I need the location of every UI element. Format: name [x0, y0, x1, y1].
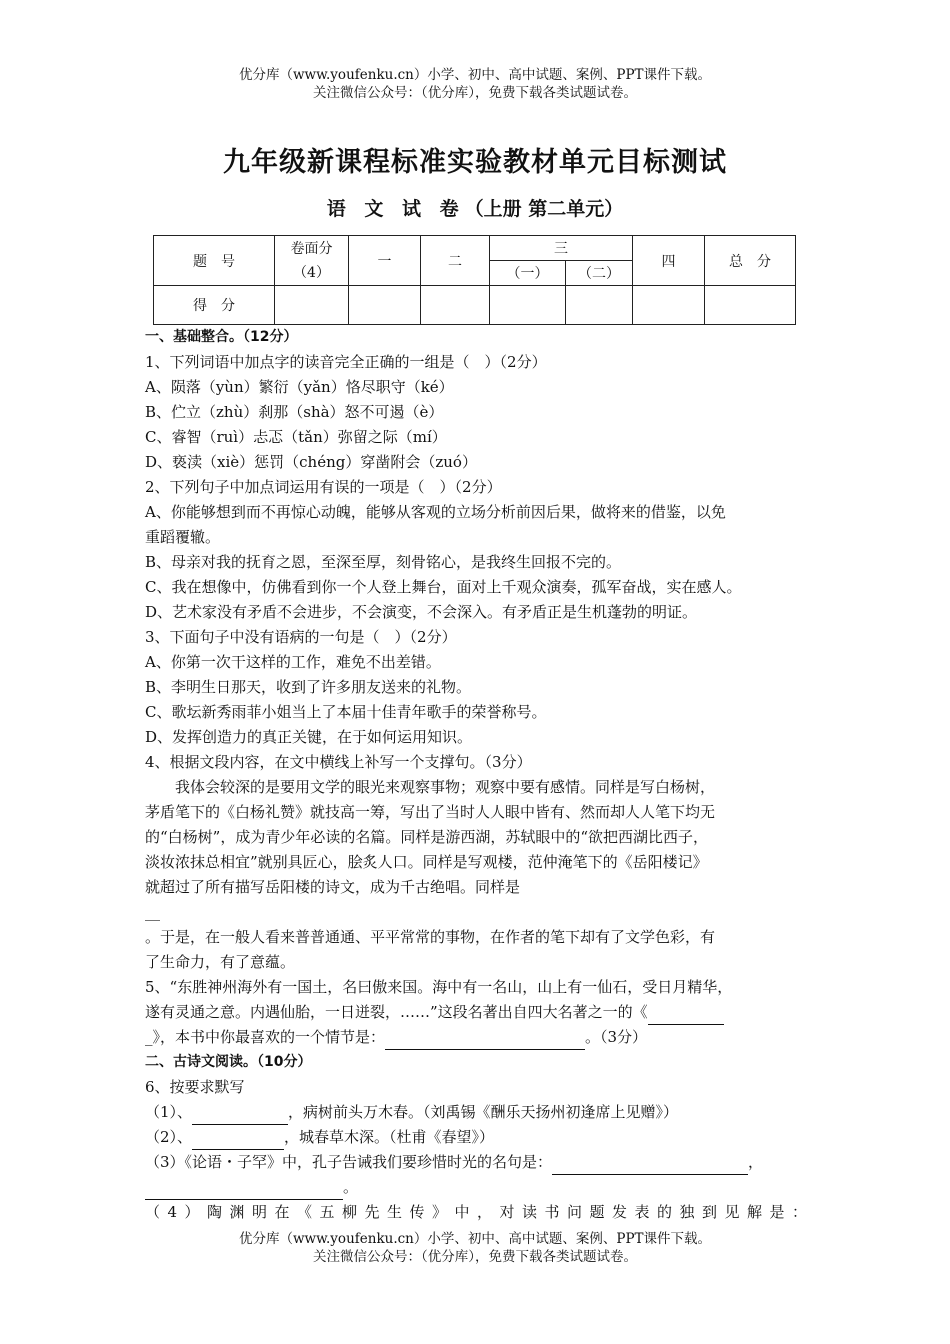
section-1-title: 一、基础整合。（12分）	[145, 329, 298, 345]
q4-passage-line2: 茅盾笔下的《白杨礼赞》就技高一筹，写出了当时人人眼中皆有、然而却人人笔下均无	[145, 803, 716, 821]
q5-line3-text: _》，本书中你最喜欢的一个情节是：	[145, 1028, 386, 1046]
col-page-score	[275, 236, 349, 286]
page-title: 九年级新课程标准实验教材单元目标测试	[223, 147, 727, 178]
q6-item-2-blank[interactable]	[192, 1133, 284, 1150]
q5-plot-blank[interactable]	[385, 1033, 585, 1050]
q4-passage-line3: 的“白杨树”，成为青少年必读的名篇。同样是游西湖，苏轼眼中的“欲把西湖比西子，	[145, 828, 709, 846]
page-subtitle	[0, 194, 950, 221]
q6-item-1-blank[interactable]	[192, 1108, 288, 1125]
q3-option-a: A、你第一次干这样的工作，难免不出差错。	[145, 653, 441, 671]
header-line-2: 关注微信公众号：（优分库），免费下载各类试题试卷。	[313, 85, 637, 101]
q6-item-3-blank-2[interactable]	[145, 1183, 343, 1200]
q4-passage-line4: 淡妆浓抹总相宜”就别具匠心，脍炙人口。同样是写观楼，范仲淹笔下的《岳阳楼记》	[145, 853, 708, 871]
subtitle-sub: （上册 第二单元）	[464, 198, 624, 220]
q3-stem: 3、下面句子中没有语病的一句是（ ）（2分）	[145, 628, 457, 646]
score-table	[153, 235, 796, 325]
q2-option-b: B、母亲对我的抚育之恩，至深至厚，刻骨铭心，是我终生回报不完的。	[145, 553, 622, 571]
col-part-3: 三	[490, 236, 633, 261]
q6-item-3	[145, 1150, 813, 1175]
q2-stem: 2、下列句子中加点词运用有误的一项是（ ）（2分）	[145, 478, 502, 496]
footer-line-2: 关注微信公众号：（优分库），免费下载各类试题试卷。	[313, 1249, 637, 1265]
col-page-score-label: 卷面分	[290, 240, 333, 257]
q1-option-d: D、亵渎（xiè）惩罚（chéng）穿凿附会（zuó）	[145, 453, 477, 471]
q2-option-d: D、艺术家没有矛盾不会进步，不会演变，不会深入。有矛盾正是生机蓬勃的明证。	[145, 603, 698, 621]
header-line-1: 优分库（www.youfenku.cn）小学、初中、高中试题、案例、PPT课件下载。	[238, 67, 712, 83]
exam-body	[145, 325, 813, 1225]
q6-item-1-num: （1）、	[145, 1103, 193, 1121]
col-part-3a: （一）	[490, 261, 566, 286]
q4-passage-line5: 就超过了所有描写岳阳楼的诗文，成为千古绝唱。同样是	[145, 878, 521, 896]
section-2-title: 二、古诗文阅读。（10分）	[145, 1054, 312, 1070]
q1-option-a: A、陨落（yùn）繁衍（yǎn）恪尽职守（ké）	[145, 378, 454, 396]
q5-line3-end: 。（3分）	[585, 1028, 648, 1046]
col-total: 总 分	[705, 236, 796, 286]
row-label-question-number: 题 号	[154, 236, 275, 286]
col-part-3b: （二）	[566, 261, 633, 286]
q4-stem: 4、根据文段内容，在文中横线上补写一个支撑句。（3分）	[145, 753, 532, 771]
col-part-1: 一	[349, 236, 421, 286]
q6-stem: 6、按要求默写	[145, 1078, 245, 1096]
page-footer	[0, 1230, 950, 1266]
q2-option-a-line1: A、你能够想到而不再惊心动魄，能够从客观的立场分析前因后果，做将来的借鉴，以免	[145, 503, 726, 521]
q3-option-d: D、发挥创造力的真正关键，在于如何运用知识。	[145, 728, 473, 746]
score-cell-1[interactable]	[349, 286, 421, 325]
q6-item-2	[145, 1125, 813, 1150]
score-cell-2[interactable]	[421, 286, 490, 325]
col-page-score-points: （4）	[293, 264, 330, 281]
col-part-4: 四	[633, 236, 705, 286]
page-header	[0, 66, 950, 102]
q5-line2	[145, 1000, 813, 1025]
q5-line2-text: 遂有灵通之意。内遇仙胎，一日迸裂，……”这段名著出自四大名著之一的《	[145, 1003, 648, 1021]
subtitle-main: 语 文 试 卷	[326, 198, 465, 220]
q4-passage-line1: 我体会较深的是要用文学的眼光来观察事物；观察中要有感情。同样是写白杨树，	[175, 778, 716, 796]
q6-item-1	[145, 1100, 813, 1125]
col-part-2: 二	[421, 236, 490, 286]
q6-item-2-text: ，城春草木深。（杜甫《春望》）	[284, 1128, 495, 1146]
q6-item-2-num: （2）、	[145, 1128, 193, 1146]
score-cell-3b[interactable]	[566, 286, 633, 325]
q5-line1: 5、“东胜神州海外有一国土，名曰傲来国。海中有一名山，山上有一仙石，受日月精华，	[145, 978, 733, 996]
q6-item-3-cont	[145, 1175, 813, 1200]
footer-line-1: 优分库（www.youfenku.cn）小学、初中、高中试题、案例、PPT课件下载。	[238, 1231, 712, 1247]
q6-item-1-text: ，病树前头万木春。（刘禹锡《酬乐天扬州初逢席上见赠》）	[288, 1103, 679, 1121]
score-cell-4[interactable]	[633, 286, 705, 325]
score-cell-3a[interactable]	[490, 286, 566, 325]
q4-answer-blank[interactable]: __	[145, 903, 160, 921]
q4-passage-line7: 。于是，在一般人看来普普通通、平平常常的事物，在作者的笔下却有了文学色彩，有	[145, 928, 716, 946]
q6-item-3-text: （3）《论语・子罕》中，孔子告诫我们要珍惜时光的名句是：	[145, 1153, 553, 1171]
q6-item-3-period: 。	[343, 1178, 359, 1196]
score-cell-page[interactable]	[275, 286, 349, 325]
q2-option-c: C、我在想像中，仿佛看到你一个人登上舞台，面对上千观众演奏，孤军奋战，实在感人。	[145, 578, 742, 596]
q6-item-4: （4）陶渊明在《五柳先生传》中，对读书问题发表的独到见解是：	[145, 1203, 813, 1221]
q5-book-blank[interactable]	[648, 1008, 724, 1025]
q5-line3	[145, 1025, 813, 1050]
q3-option-b: B、李明生日那天，收到了许多朋友送来的礼物。	[145, 678, 472, 696]
q1-option-c: C、睿智（ruì）忐忑（tǎn）弥留之际（mí）	[145, 428, 447, 446]
q6-item-3-blank-1[interactable]	[552, 1158, 748, 1175]
q2-option-a-line2: 重蹈覆辙。	[145, 528, 221, 546]
q6-item-3-comma: ，	[748, 1153, 764, 1171]
q1-stem: 1、下列词语中加点字的读音完全正确的一组是（ ）（2分）	[145, 353, 547, 371]
q4-passage-line8: 了生命力，有了意蕴。	[145, 953, 296, 971]
q1-option-b: B、伫立（zhù）刹那（shà）怒不可遏（è）	[145, 403, 444, 421]
score-cell-total[interactable]	[705, 286, 796, 325]
row-label-score: 得 分	[154, 286, 275, 325]
q3-option-c: C、歌坛新秀雨菲小姐当上了本届十佳青年歌手的荣誉称号。	[145, 703, 547, 721]
